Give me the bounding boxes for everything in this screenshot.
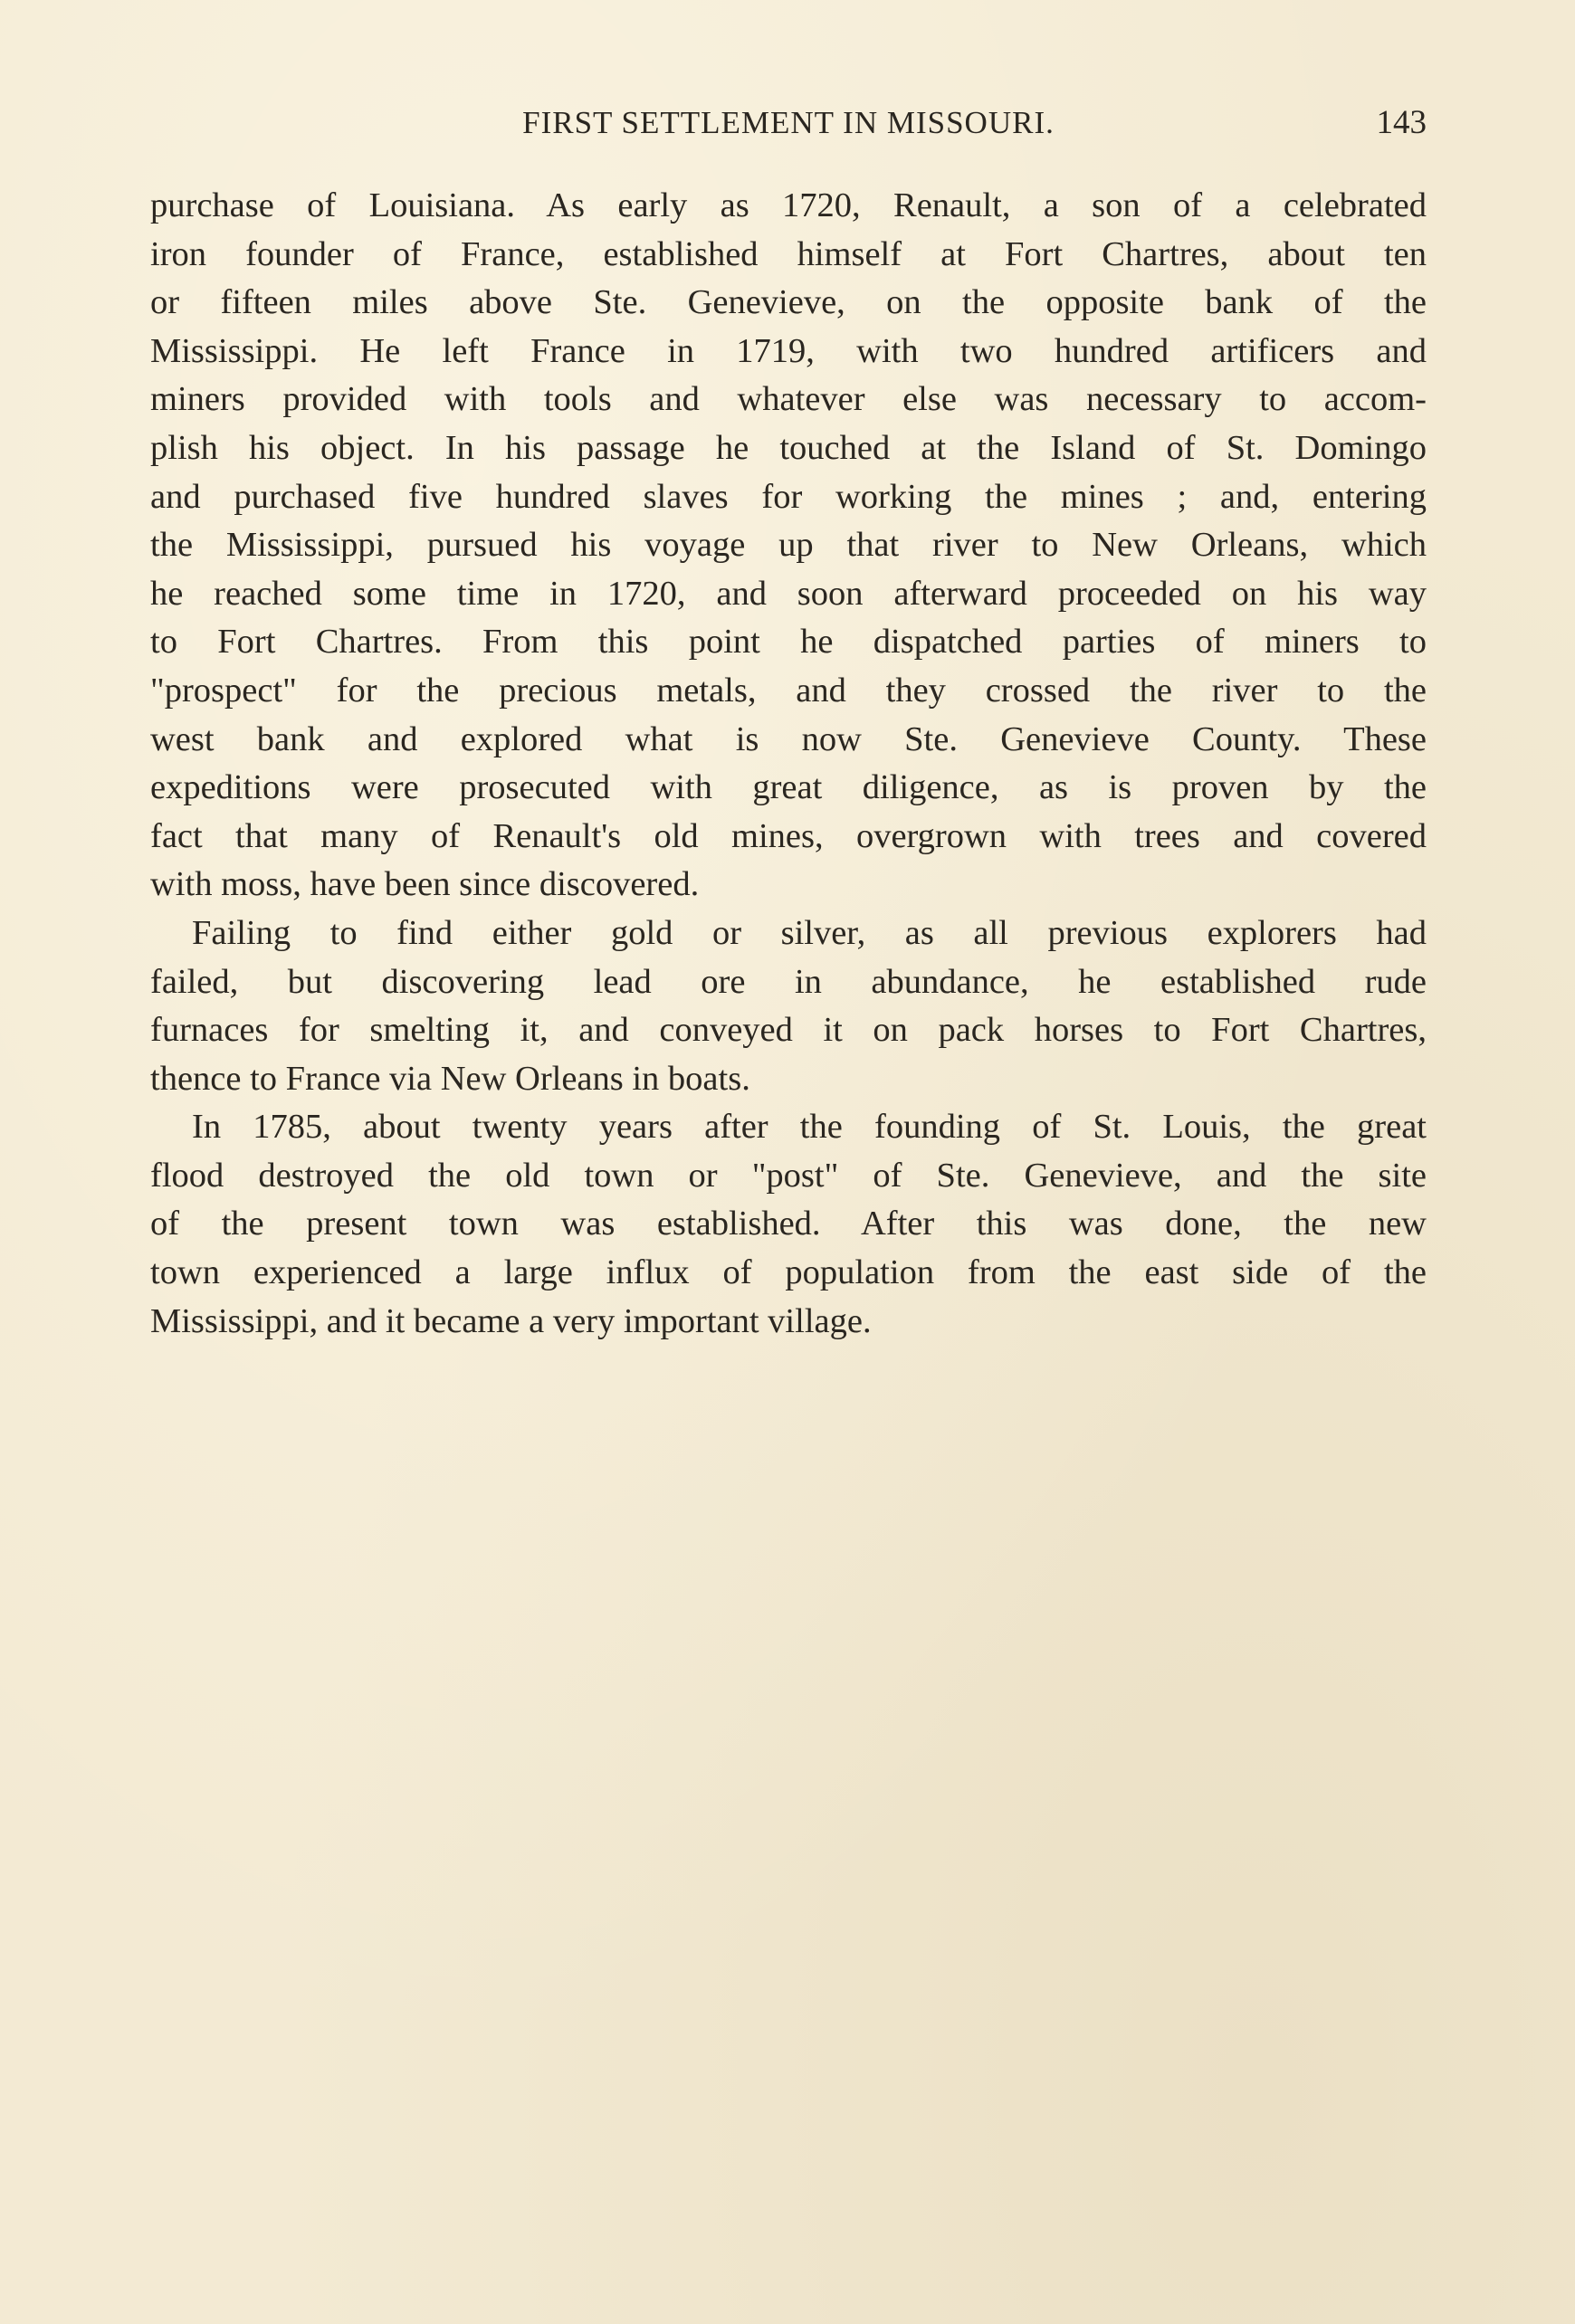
text-line: purchase of Louisiana. As early as 1720, Renault, a son of a celebrated <box>150 186 1427 224</box>
text-line: plish his object. In his passage he touched at the Island of St. Domingo <box>150 428 1427 467</box>
text-line: miners provided with tools and whatever else was necessary to accom- <box>150 380 1427 419</box>
running-title: FIRST SETTLEMENT IN MISSOURI. <box>522 105 1055 140</box>
text-line: Failing to find either gold or silver, as all previous explorers had <box>192 913 1427 952</box>
text-line: the Mississippi, pursued his voyage up that river to New Orleans, which <box>150 526 1427 565</box>
text-line: In 1785, about twenty years after the founding of St. Louis, the great <box>192 1108 1427 1147</box>
text-line: with moss, have been since discovered. <box>150 865 700 904</box>
text-line: and purchased five hundred slaves for working the mines ; and, entering <box>150 477 1427 516</box>
text-line: west bank and explored what is now Ste. Genevieve County. These <box>150 719 1427 758</box>
text-line: of the present town was established. After this was done, the new <box>150 1205 1427 1243</box>
paragraph-lead-ore <box>150 910 1427 1103</box>
text-line: town experienced a large influx of population from the east side of the <box>150 1253 1427 1292</box>
text-line: or fifteen miles above Ste. Genevieve, on the opposite bank of the <box>150 283 1427 322</box>
paragraph-renault-expedition <box>150 182 1427 910</box>
text-line: to Fort Chartres. From this point he dispatched parties of miners to <box>150 623 1427 662</box>
text-line: Mississippi, and it became a very important village. <box>150 1301 872 1340</box>
text-line: "prospect" for the precious metals, and they crossed the river to the <box>150 671 1427 710</box>
text-line: fact that many of Renault's old mines, overgrown with trees and covered <box>150 816 1427 855</box>
text-line: flood destroyed the old town or "post" of Ste. Genevieve, and the site <box>150 1156 1427 1195</box>
text-line: iron founder of France, established himself at Fort Chartres, about ten <box>150 234 1427 273</box>
text-line: failed, but discovering lead ore in abundance, he established rude <box>150 962 1427 1001</box>
page-number: 143 <box>1376 104 1427 141</box>
text-line: expeditions were prosecuted with great diligence, as is proven by the <box>150 768 1427 807</box>
paragraph-flood-1785 <box>150 1103 1427 1346</box>
text-line: Mississippi. He left France in 1719, with two hundred artificers and <box>150 331 1427 370</box>
body-text <box>150 182 1427 1346</box>
text-line: furnaces for smelting it, and conveyed it on pack horses to Fort Chartres, <box>150 1011 1427 1050</box>
text-line: thence to France via New Orleans in boats. <box>150 1059 750 1098</box>
running-head <box>150 101 1427 145</box>
text-line: he reached some time in 1720, and soon afterward proceeded on his way <box>150 574 1427 613</box>
